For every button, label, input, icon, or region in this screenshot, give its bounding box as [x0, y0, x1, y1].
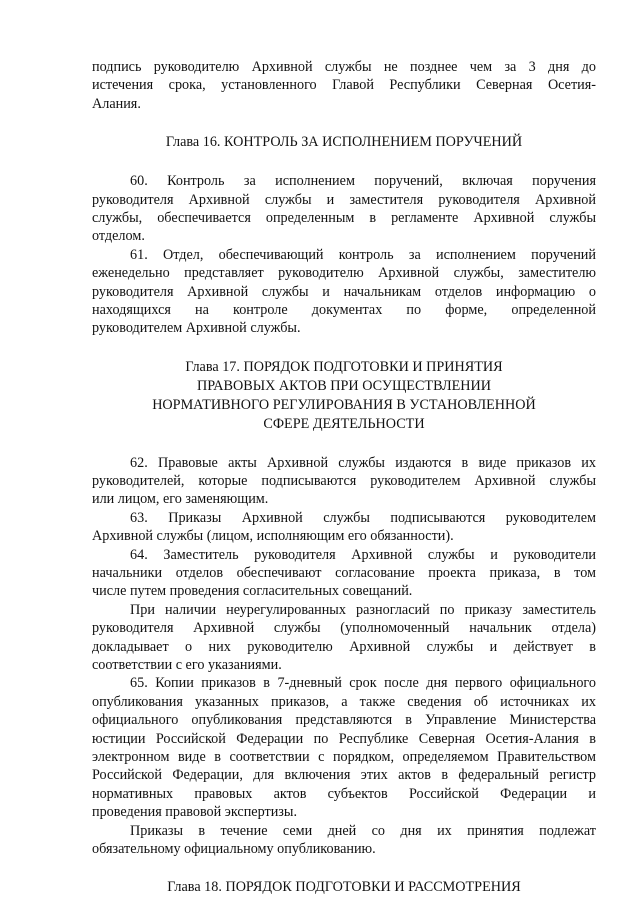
heading-line: СФЕРЕ ДЕЯТЕЛЬНОСТИ — [263, 415, 425, 432]
paragraph-disagreements — [92, 601, 596, 675]
chapter-18-heading — [92, 878, 596, 897]
text-line: руководителей, которые подписываются руководителем Архивной службы — [92, 473, 596, 490]
text-line: руководителя Архивной службы и заместителя руководителя Архивной — [92, 191, 596, 208]
text-line: находящихся на контроле документах по форме, определенной — [92, 301, 596, 318]
text-line: или лицом, его заменяющим. — [92, 491, 269, 508]
text-line: Алания. — [92, 95, 141, 112]
text-line: электронном виде в соответствии с порядком, определяемом Правительством — [92, 748, 596, 765]
text-line: руководителя Архивной службы и начальникам отделов информацию о — [92, 283, 596, 300]
text-line: 65. Копии приказов в 7-дневный срок после дня первого официального — [130, 675, 596, 692]
text-line: нормативных правовых актов субъектов Российской Федерации и — [92, 785, 596, 802]
text-line: докладывает о них руководителю Архивной службы и действует в — [92, 638, 596, 655]
text-line: числе путем проведения согласительных совещаний. — [92, 583, 413, 600]
text-line: начальники отделов обеспечивают согласование проекта приказа, в том — [92, 565, 596, 582]
text-line: Архивной службы (лицом, исполняющим его обязанности). — [92, 528, 454, 545]
text-line: проведения правовой экспертизы. — [92, 804, 297, 821]
paragraph-60 — [92, 172, 596, 246]
document-page — [92, 58, 596, 897]
heading-line: Глава 16. КОНТРОЛЬ ЗА ИСПОЛНЕНИЕМ ПОРУЧЕНИЙ — [165, 134, 523, 151]
heading-line: НОРМАТИВНОГО РЕГУЛИРОВАНИЯ В УСТАНОВЛЕННОЙ — [152, 396, 536, 413]
heading-line: Глава 17. ПОРЯДОК ПОДГОТОВКИ И ПРИНЯТИЯ — [185, 358, 503, 375]
text-line: 60. Контроль за исполнением поручений, включая поручения — [130, 173, 596, 190]
text-line: опубликования указанных приказов, а также сведения об источниках их — [92, 693, 596, 710]
text-line: еженедельно представляет руководителю Архивной службы, заместителю — [92, 265, 596, 282]
paragraph-65 — [92, 674, 596, 821]
text-line: юстиции Российской Федерации по Республике Северная Осетия-Алания в — [92, 730, 596, 747]
chapter-16-heading — [92, 133, 596, 152]
paragraph-publication — [92, 822, 596, 859]
text-line: Приказы в течение семи дней со дня их принятия подлежат — [130, 822, 596, 839]
text-line: отделом. — [92, 228, 145, 245]
text-line: службы, обеспечивается определенным в регламенте Архивной службы — [92, 209, 596, 226]
text-line: 61. Отдел, обеспечивающий контроль за исполнением поручений — [130, 246, 596, 263]
paragraph-64 — [92, 546, 596, 601]
text-line: Российской Федерации, для включения этих актов в федеральный регистр — [92, 767, 596, 784]
text-line: истечения срока, установленного Главой Республики Северная Осетия- — [92, 77, 596, 94]
chapter-17-heading — [92, 358, 596, 434]
text-line: соответствии с его указаниями. — [92, 656, 282, 673]
heading-line: Глава 18. ПОРЯДОК ПОДГОТОВКИ И РАССМОТРЕНИЯ — [167, 879, 521, 896]
text-line: 63. Приказы Архивной службы подписываются руководителем — [130, 509, 596, 526]
text-line: подпись руководителю Архивной службы не позднее чем за 3 дня до — [92, 59, 596, 75]
paragraph-62 — [92, 454, 596, 509]
text-line: официального опубликования представляются в Управление Министерства — [92, 712, 596, 729]
text-line: При наличии неурегулированных разногласий по приказу заместитель — [130, 601, 596, 618]
text-line: обязательному официальному опубликованию. — [92, 840, 376, 857]
heading-line: ПРАВОВЫХ АКТОВ ПРИ ОСУЩЕСТВЛЕНИИ — [196, 377, 492, 394]
paragraph-63 — [92, 509, 596, 546]
text-line: 62. Правовые акты Архивной службы издаются в виде приказов их — [130, 454, 596, 471]
text-line: руководителем Архивной службы. — [92, 320, 301, 337]
paragraph-signature-deadline — [92, 58, 596, 113]
text-line: руководителя Архивной службы (уполномоченный начальник отдела) — [92, 620, 596, 637]
text-line: 64. Заместитель руководителя Архивной службы и руководители — [130, 546, 596, 563]
paragraph-61 — [92, 246, 596, 338]
